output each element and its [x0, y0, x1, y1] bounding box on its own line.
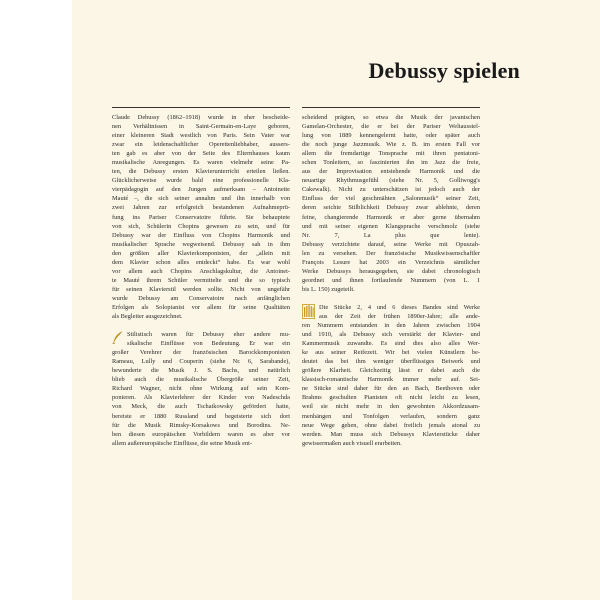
- text-line: von Meck, die auch Tschaikowsky gefördert hatte,: [112, 403, 290, 411]
- text-line: vierpädagogin auf den Jungen aufmerksam – Antoinette: [112, 186, 290, 194]
- text-line: den größten aller Klavierkomponisten, der „allein mit: [112, 249, 290, 257]
- text-line: sikalische Einflüsse von Bedeutung. Er war ein: [127, 340, 290, 348]
- text-line: weil sie nicht mehr in den gewohnten Akkordzusam-: [302, 403, 480, 411]
- text-line: musikalischer Sprache wegweisend. Debussy sah in ihm: [112, 240, 290, 248]
- organ-pipes-icon: [302, 304, 315, 319]
- left-paragraph-2: [112, 330, 290, 448]
- text-line: ne Stücke sind daher für den an Bach, Beethoven oder: [302, 385, 480, 393]
- text-line: zwar ein leidenschaftlicher Operettenliebhaber, aussers-: [112, 141, 290, 149]
- text-line: lung von 1889 kennengelernt hatte, oder später auch: [302, 132, 480, 140]
- text-line: einer kleineren Stadt westlich von Paris. Sein Vater war: [112, 132, 290, 140]
- text-line: von sich, Schülerin Chopins gewesen zu sein, und für: [112, 222, 290, 230]
- text-line: für seinen Klavierstil werden sollte. Nicht von ungefähr: [112, 285, 290, 293]
- text-line: bewunderte die Musik J. S. Bachs, und natürlich: [112, 367, 290, 375]
- text-line: und mit seiner eigenen Klangsprache verschmolz (siehe: [302, 222, 480, 230]
- text-line: Gamelan-Orchester, die er bei der Pariser Weltausstel-: [302, 123, 480, 131]
- text-line: te Mauté ihrem Schüler vermittelte und die so typisch: [112, 276, 290, 284]
- text-line: Glücklicherweise wurde bald eine professionelle Kla-: [112, 177, 290, 185]
- text-line: Mauté –, die sich seiner annahm und ihn innerhalb von: [112, 195, 290, 203]
- right-paragraph-1: [302, 113, 480, 294]
- text-line: ponieren. Als Klavierlehrer der Kinder von Nadeschda: [112, 394, 290, 402]
- text-line: ten gab es aber von der Seite des Elternhauses kaum: [112, 150, 290, 158]
- text-line: neuartige Rhythmusgefühl (siehe Nr. 5, Golliwogg's: [302, 177, 480, 185]
- text-line: geordnet und ihnen fortlaufende Nummern (von L. 1: [302, 276, 480, 284]
- text-line: musikalische Anregungen. Es waren vielmehr seine Pa-: [112, 159, 290, 167]
- left-column: [112, 113, 290, 457]
- text-line: die noch junge Jazzmusik. Wie z. B. im ersten Fall vor: [302, 141, 480, 149]
- text-line: klassisch-romantische Harmonik immer mehr auf. Sei-: [302, 376, 480, 384]
- text-line: zwei Jahren zur erfolgreich bestandenen Aufnahmeprü-: [112, 204, 290, 212]
- text-line: bis L. 150) zugeteilt.: [302, 285, 355, 293]
- text-line: scheidend prägten, so etwa die Musik der javanischen: [302, 114, 480, 121]
- text-line: bereiste er 1880 Russland und begeisterte sich dort: [112, 412, 290, 420]
- text-line: gewissermaßen auch visuell erarbeiten.: [302, 439, 402, 447]
- quill-pen-icon: [112, 331, 123, 344]
- text-line: fung ins Pariser Conservatoire führte. Sie behauptete: [112, 213, 290, 221]
- text-line: größere Klarheit. Gleichzeitig lässt er dabei auch die: [302, 367, 480, 375]
- text-line: und 1910, als Debussy sich verstärkt der Klavier- und: [302, 331, 480, 339]
- right-column: [302, 113, 480, 457]
- text-line: ten, die Debussy ersten Klavierunterricht erteilen ließen.: [112, 168, 290, 176]
- text-line: deutet das bei ihm weniger überflüssiges Beiwerk und: [302, 358, 480, 366]
- left-paragraph-1: [112, 113, 290, 321]
- text-line: Werke Debussys herausgegeben, sie dabei chronologisch: [302, 267, 480, 275]
- text-line: aus der Zeit der frühen 1890er-Jahre; alle ande-: [319, 312, 480, 320]
- text-line: Cakewalk). Nicht zu unterschätzen ist jedoch auch der: [302, 186, 480, 194]
- text-line: Erfolgen als Solopianist vor allem für seine Qualitäten: [112, 303, 290, 311]
- text-line: len zu versehen. Der französische Musikwissenschaftler: [302, 249, 480, 257]
- text-line: schen Tonleitern, so faszinierten ihn im Jazz die freie,: [302, 159, 480, 167]
- text-line: ben diesen europäischen Vorbildern waren es aber vor: [112, 430, 290, 438]
- text-line: neue Wege gehen, ohne dabei freilich jemals atonal zu: [302, 421, 480, 429]
- text-line: großer Verehrer der französischen Barockkomponisten: [112, 349, 290, 357]
- text-line: Kammermusik zuwandte. Es sind dies also alles Wer-: [302, 340, 480, 348]
- right-paragraph-2: [302, 303, 480, 448]
- text-line: blieb auch die musikalische Übergröße seiner Zeit,: [112, 376, 290, 384]
- text-line: Nr. 7, La plus que lente).: [302, 231, 480, 239]
- text-line: für die Musik Rimsky-Korsakows und Borodins. Ne-: [112, 421, 290, 429]
- text-line: Claude Debussy (1862–1918) wurde in eher bescheide-: [112, 114, 290, 121]
- text-line: als Begleiter ausgezeichnet.: [112, 313, 183, 321]
- text-line: allem außereuropäische Einflüsse, die seine Musik ent-: [112, 439, 253, 447]
- text-line: menhängen und Tonfolgen verlaufen, sondern ganz: [302, 412, 480, 420]
- text-line: wurde Debussy am Conservatoire nach anfänglichen: [112, 294, 290, 302]
- text-line: dem Klavier schon alles entdeckt“ habe. Es war wohl: [112, 258, 290, 266]
- right-column-rule: [302, 107, 480, 108]
- text-line: Brahms geschulten Pianisten oft nicht leicht zu lesen,: [302, 394, 480, 402]
- text-line: werden. Man muss sich Debussys Klavierstücke daher: [302, 430, 480, 438]
- text-line: aus der Improvisation entstehende Harmonik und die: [302, 168, 480, 176]
- text-line: allem die fremdartige Tonsprache mit ihren pentatoni-: [302, 150, 480, 158]
- text-line: François Lesure hat 2003 ein Verzeichnis sämtlicher: [302, 258, 480, 266]
- page-title: Debussy spielen: [368, 58, 520, 83]
- text-line: nen Verhältnissen in Saint-Germain-en-Laye geboren,: [112, 123, 290, 131]
- text-line: ren Nummern entstanden in den Jahren zwischen 1904: [302, 322, 480, 330]
- text-line: deren seichte Stilblichkeit Debussy zwar ablehnte, deren: [302, 204, 480, 212]
- text-line: Einfluss der viel geschmähten „Salonmusik“ seiner Zeit,: [302, 195, 480, 203]
- text-line: ke aus seiner Reifezeit. Wir bei vielen Künstlern be-: [302, 349, 480, 357]
- left-column-rule: [112, 107, 290, 108]
- text-line: Die Stücke 2, 4 und 6 dieses Bandes sind Werke: [319, 303, 480, 311]
- text-line: vor allem auch Chopins Anschlagskultur, die Antoinet-: [112, 267, 290, 275]
- text-line: feine, changierende Harmonik er aber gerne übernahm: [302, 213, 480, 221]
- text-line: Debussy war der Einfluss von Chopins Harmonik und: [112, 231, 290, 239]
- text-line: Stilistisch waren für Debussy eher andere mu-: [127, 331, 290, 339]
- text-line: Rameau, Lully und Couperin (siehe Nr. 6, Sarabande),: [112, 358, 290, 366]
- text-line: Richard Wagner, nicht ohne Wirkung auf sein Kom-: [112, 385, 290, 393]
- text-line: Debussy verzichtete darauf, seine Werke mit Opuszah-: [302, 240, 480, 248]
